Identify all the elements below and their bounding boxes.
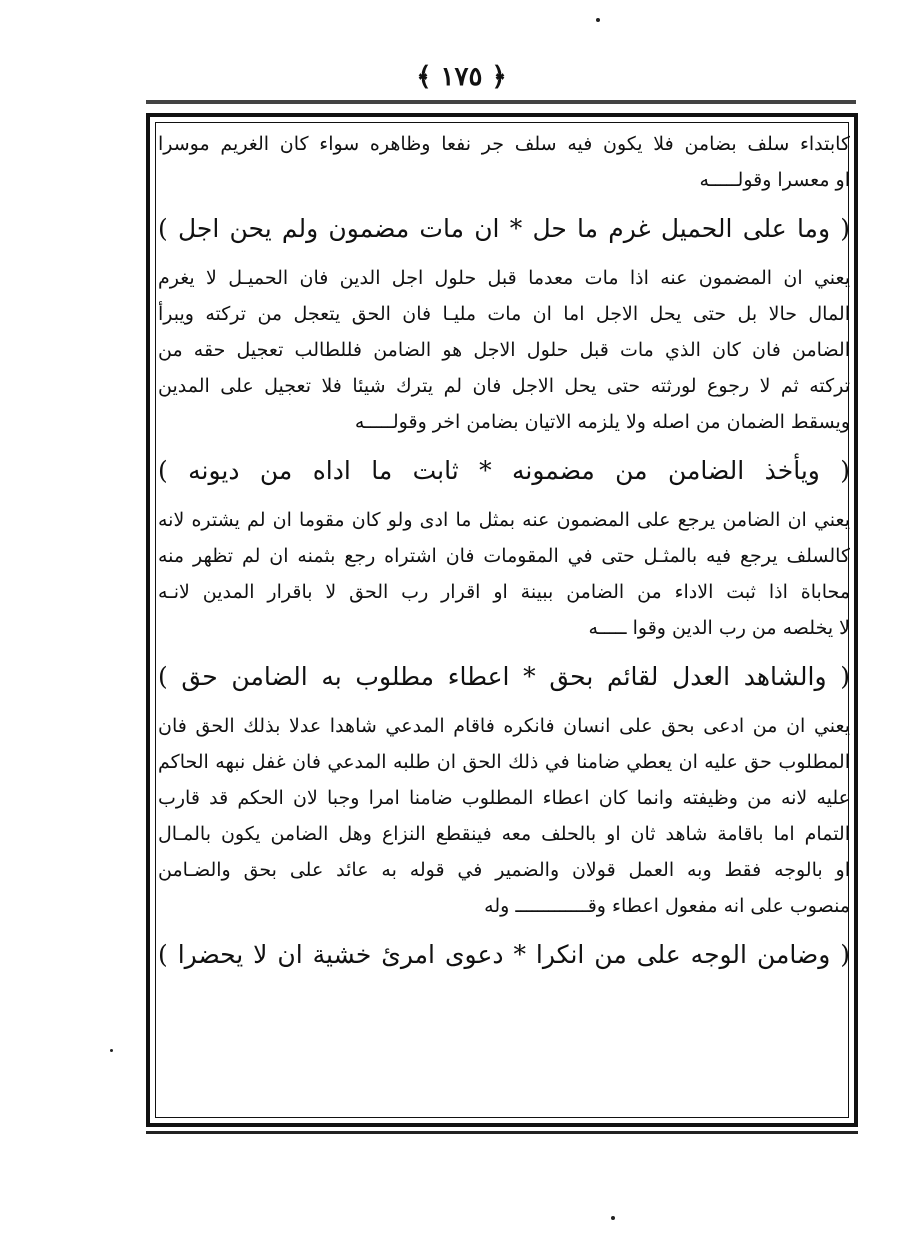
- text-line: منصوب على انه مفعول اعطاء وقـــــــــــــ وله: [484, 895, 850, 917]
- text-line: التمام اما باقامة شاهد ثان او بالحلف معه فينقطع النزاع وهل الضامن يكون بالمـال: [158, 823, 850, 845]
- text-line: محاباة اذا ثبت الاداء من الضامن ببينة او اقرار رب الحق لا باقرار المدين لانـه: [158, 581, 850, 603]
- scan-speck: [611, 1216, 615, 1220]
- header-rule: [146, 100, 856, 104]
- text-line: كابتداء سلف بضامن فلا يكون فيه سلف جر نفعا وظاهره سواء كان الغريم موسرا: [158, 133, 850, 155]
- footer-rule: [146, 1131, 858, 1134]
- page-number: ﴿ ١٧٥ ﴾: [416, 62, 507, 92]
- verse-line: ( والشاهد العدل لقائم بحق * اعطاء مطلوب به الضامن حق ): [158, 662, 850, 691]
- text-line: يعني ان المضمون عنه اذا مات معدما قبل حلول اجل الدين فان الحميـل لا يغرم: [158, 267, 850, 289]
- text-line: او بالوجه فقط وبه العمل قولان والضمير في قوله به عائد على بحق والضـامن: [158, 859, 850, 881]
- verse-line: ( وضامن الوجه على من انكرا * دعوى امرئ خشية ان لا يحضرا ): [158, 940, 850, 969]
- verse-line: ( ويأخذ الضامن من مضمونه * ثابت ما اداه من ديونه ): [158, 456, 850, 485]
- text-line: كالسلف يرجع فيه بالمثـل حتى في المقومات فان اشتراه رجع بثمنه ان لم تظهر منه: [158, 545, 850, 567]
- text-line: المطلوب حق عليه ان يعطي ضامنا في ذلك الحق ان طلبه المدعي فان غفل نبهه الحاكم: [158, 751, 850, 773]
- text-line: يعني ان من ادعى بحق على انسان فانكره فاقام المدعي شاهدا عدلا بذلك الحق فان: [158, 715, 850, 737]
- text-line: عليه لانه من وظيفته وانما كان اعطاء المطلوب ضامنا امرا وجبا لان الحكم قد قارب: [158, 787, 850, 809]
- scan-speck: [110, 1049, 113, 1052]
- text-line: تركته ثم لا رجوع لورثته حتى يحل الاجل فان لم يترك شيئا فلا تعجيل على المدين: [158, 375, 850, 397]
- text-line: او معسرا وقولـــــه: [699, 169, 850, 191]
- verse-line: ( وما على الحميل غرم ما حل * ان مات مضمون ولم يحن اجل ): [158, 214, 850, 243]
- scan-speck: [596, 18, 600, 22]
- text-line: المال حالا بل حتى يحل الاجل اما ان مات مليـا فان الحق يتعجل من تركته ويبرأ: [158, 303, 850, 325]
- text-line: يعني ان الضامن يرجع على المضمون عنه بمثل ما ادى ولو كان مقوما ان لم يشتره لانه: [158, 509, 850, 531]
- text-line: لا يخلصه من رب الدين وقوا ـــــه: [588, 617, 850, 639]
- text-line: ويسقط الضمان من اصله ولا يلزمه الاتيان بضامن اخر وقولـــــه: [354, 411, 850, 433]
- text-line: الضامن فان كان الذي مات قبل حلول الاجل هو الضامن فللطالب تعجيل حقه من: [158, 339, 850, 361]
- text-block: [158, 126, 850, 986]
